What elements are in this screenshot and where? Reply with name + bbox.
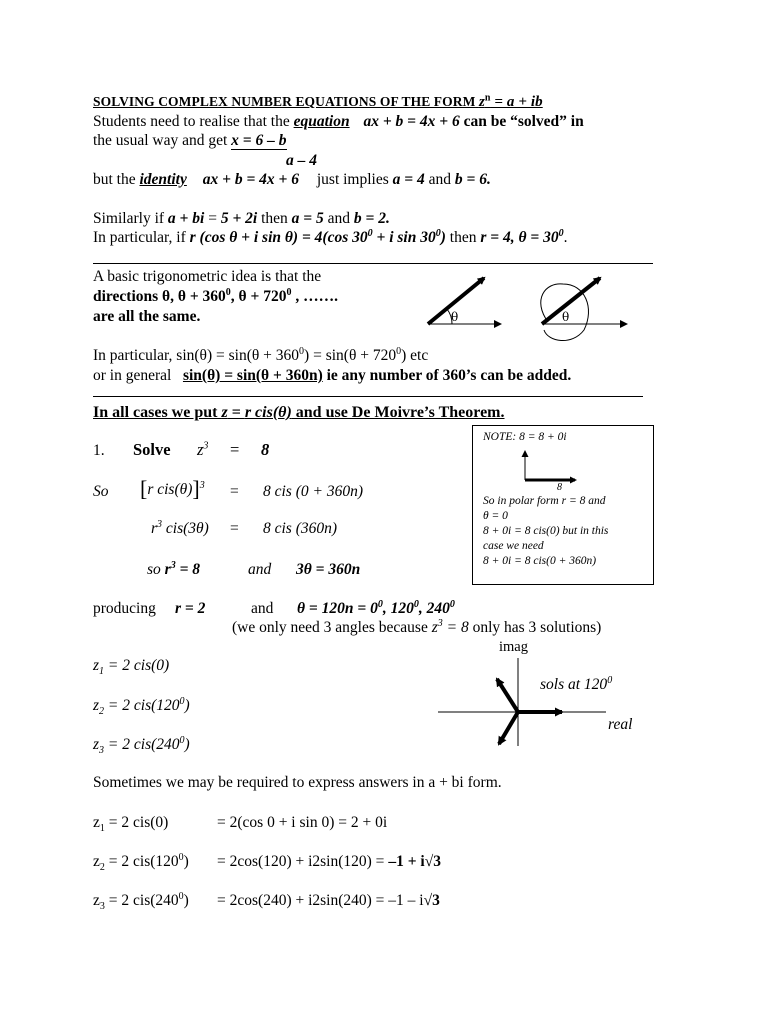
real-axis-label: real: [608, 716, 633, 733]
fraction-denominator: a – 4: [286, 152, 317, 169]
divider-1: [93, 263, 653, 264]
heading-text-2: and use De Moivre’s Theorem.: [291, 404, 505, 421]
etc-text: ) etc: [401, 347, 429, 364]
period: .: [563, 229, 568, 246]
solution-z1: [93, 657, 170, 678]
heading-rcis: r cis(θ): [244, 404, 292, 421]
deg-sup-2: 0: [435, 227, 441, 239]
note-line-4: 8 + 0i = 8 cis(0) but in this: [483, 525, 609, 537]
heading-eq: =: [227, 404, 245, 421]
note-line-6: 8 + 0i = 8 cis(0 + 360n): [483, 555, 597, 567]
identity-word: identity: [139, 171, 187, 188]
a-equals-4: a = 4: [392, 171, 425, 188]
deg-sup-5: 0: [286, 286, 292, 298]
z2-close: ): [184, 697, 190, 714]
z2-value: = 2 cis(120: [104, 697, 180, 714]
note-line-3: θ = 0: [483, 510, 508, 522]
abi-z2-deg: 0: [178, 851, 184, 863]
deg-c: 0: [449, 598, 455, 610]
b-equals-6: b = 6.: [454, 171, 491, 188]
abi-z2-expand: = 2cos(120) + i2sin(120) =: [217, 853, 389, 870]
abi-row-1-right: = 2(cos 0 + i sin 0) = 2 + 0i: [217, 814, 388, 831]
cis3-text: cis(3θ): [162, 520, 209, 537]
intro-line-1: [93, 113, 584, 131]
trig-line-2: [93, 288, 338, 306]
solve-label: Solve: [133, 440, 171, 459]
note-line-1: NOTE: 8 = 8 + 0i: [483, 431, 567, 443]
abi-row-2-left: [93, 851, 189, 874]
trig-line-5: [93, 367, 571, 385]
abi-z2-polar: = 2 cis(120: [104, 853, 179, 870]
so-r3-eq-8: [147, 561, 200, 579]
bracket-expr: [r cis(θ)]$^3$: [140, 476, 205, 501]
abi-row-3-left: [93, 890, 189, 913]
directions-text-2: , θ + 720: [230, 288, 287, 305]
five-plus-2i: 5 + 2i: [220, 210, 258, 227]
z2-deg: 0: [179, 695, 185, 707]
and-label: and: [248, 561, 272, 578]
z2-var: z: [93, 697, 100, 714]
z3-close: ): [184, 736, 190, 753]
page-title: [93, 94, 543, 111]
z-var: z: [197, 440, 204, 459]
intro-text-2: the usual way and get: [93, 132, 232, 149]
solve-rhs: 8: [261, 440, 270, 459]
z1-sub: 1: [99, 666, 105, 678]
directions-text: directions θ, θ + 360: [93, 288, 226, 305]
deg-sup: 0: [367, 227, 373, 239]
intro-text: Students need to realise that the: [93, 113, 294, 130]
sols-deg: 0: [607, 674, 613, 686]
title-rest: = a + ib: [490, 94, 543, 110]
equation-expr: ax + b = 4x + 6: [363, 113, 460, 130]
theta-vals-2: , 120: [382, 600, 414, 617]
r3-cis3theta: [151, 520, 209, 538]
deg-b: 0: [413, 598, 419, 610]
title-z: z: [478, 94, 485, 110]
rhs-1: 8 cis (0 + 360n): [263, 483, 364, 500]
abi-intro: Sometimes we may be required to express answers in a + bi form.: [93, 774, 502, 791]
ellipsis: , …….: [291, 288, 338, 305]
angle-diagrams: [420, 272, 640, 352]
r3-r: r: [160, 561, 171, 578]
intro-line-4: [93, 171, 491, 189]
sin-general: sin(θ) = sin(θ + 360n): [182, 367, 323, 384]
abi-z1-polar: = 2 cis(0): [104, 814, 169, 831]
note-line-2: So in polar form r = 8 and: [483, 495, 606, 507]
producing-label: producing: [93, 600, 156, 617]
r3-exp: 3: [170, 559, 176, 571]
argand-diagram: [438, 658, 638, 758]
deg-sup-4: 0: [225, 286, 231, 298]
abi-z3: z: [93, 892, 100, 909]
solution-z3: [93, 734, 190, 757]
identity-expr: ax + b = 4x + 6: [202, 171, 299, 188]
deg-sup-3: 0: [558, 227, 564, 239]
solve-z: [197, 440, 208, 460]
z3-value: = 2 cis(240: [104, 736, 180, 753]
title-n: n: [484, 92, 491, 104]
in-particular-text: In particular, if: [93, 229, 190, 246]
example-number: 1.: [93, 442, 105, 459]
solved-text: can be “solved” in: [459, 113, 584, 130]
sols-at-120-label: [540, 676, 612, 694]
intro-line-2: [93, 132, 287, 150]
divider-2: [93, 396, 643, 397]
close-paren: ): [440, 229, 446, 246]
three-theta-eq: 3θ = 360n: [296, 561, 361, 578]
theta-vals-1: = 120n = 0: [305, 600, 378, 617]
then-text: then: [257, 210, 292, 227]
abi-z2-close: ): [183, 853, 189, 870]
three-angles-note: [232, 619, 601, 637]
equals: =: [204, 210, 221, 227]
abi-z3-close: ): [183, 892, 189, 909]
abi-row-1-left: [93, 814, 169, 835]
deg-sup-6: 0: [299, 345, 305, 357]
general-text: or in general: [93, 367, 183, 384]
abi-z3-sqrt: √3: [423, 892, 440, 909]
r-equals-2: r = 2: [175, 600, 206, 617]
z1-var: z: [93, 657, 100, 674]
abi-z3-sub: 3: [99, 901, 105, 913]
solution-vector-3: [499, 712, 518, 744]
fraction-numerator: x = 6 – b: [231, 132, 287, 149]
abi-z2: z: [93, 853, 100, 870]
trig-line-3: are all the same.: [93, 308, 201, 325]
note-box: [472, 425, 654, 585]
and-text: and: [424, 171, 455, 188]
paren-z: z: [431, 619, 438, 636]
abi-z3-deg: 0: [178, 890, 184, 902]
polar-expr-2: + i sin 30: [372, 229, 436, 246]
sin-text-2: ) = sin(θ + 720: [304, 347, 397, 364]
paren-text: (we only need 3 angles because: [232, 619, 432, 636]
bracket-exp: 3: [199, 479, 205, 491]
theta-label-1: θ: [451, 310, 459, 324]
abi-z3-polar: = 2 cis(240: [104, 892, 179, 909]
heading-text: In all cases we put: [93, 404, 222, 421]
abi-z2-sub: 2: [99, 862, 105, 874]
solution-vector-2: [497, 679, 518, 712]
theta-vals-3: , 240: [418, 600, 450, 617]
similarly-line-2: [93, 229, 567, 247]
abi-z3-expand: = 2cos(240) + i2sin(240) = –1 – i: [217, 892, 424, 909]
title-text: SOLVING COMPLEX NUMBER EQUATIONS OF THE FORM: [93, 94, 476, 109]
any-number-text: ie any number of 360’s can be added.: [322, 367, 572, 384]
note-line-5: case we need: [483, 540, 544, 552]
polar-expr: r (cos θ + i sin θ) = 4(cos 30: [189, 229, 368, 246]
paren-text-2: only has 3 solutions): [468, 619, 602, 636]
theta-label-2: θ: [562, 310, 570, 324]
heading-z: z: [221, 404, 228, 421]
so-text: so: [147, 561, 161, 578]
deg-a: 0: [377, 598, 383, 610]
bracket-inner: r cis(θ): [147, 481, 193, 498]
similarly-text: Similarly if: [93, 210, 168, 227]
similarly-line-1: [93, 210, 390, 228]
section-heading: [93, 403, 505, 422]
abi-row-2-right: [217, 853, 441, 871]
r-theta-result: r = 4, θ = 30: [480, 229, 559, 246]
z3-deg: 0: [179, 734, 185, 746]
z-exp: 3: [203, 440, 209, 452]
deg-sup-7: 0: [396, 345, 402, 357]
angle-diagram-2: [541, 278, 626, 341]
r-exp: 3: [157, 518, 163, 530]
z3-sub: 3: [99, 745, 105, 757]
and-label-2: and: [251, 600, 274, 617]
so-label: So: [93, 483, 109, 500]
solution-z2: [93, 695, 190, 718]
note-axis-8: 8: [557, 482, 562, 493]
b-equals-2: b = 2.: [353, 210, 390, 227]
eq-2: =: [230, 483, 239, 500]
and-text-2: and: [323, 210, 354, 227]
a-equals-5: a = 5: [291, 210, 324, 227]
angle-diagram-1: [428, 278, 500, 324]
rhs-2: 8 cis (360n): [263, 520, 338, 537]
abi-z1: z: [93, 814, 100, 831]
z3-var: z: [93, 736, 100, 753]
but-text: but the: [93, 171, 140, 188]
trig-line-1: A basic trigonometric idea is that the: [93, 268, 322, 285]
r3-eq-8: = 8: [175, 561, 201, 578]
z2-sub: 2: [99, 706, 105, 718]
paren-exp: 3: [437, 617, 443, 629]
z1-value: = 2 cis(0): [104, 657, 170, 674]
then-text-2: then: [445, 229, 481, 246]
theta-values: [297, 600, 455, 618]
abi-z2-result: –1 + i√3: [388, 853, 441, 870]
theta-var: θ: [297, 600, 306, 617]
implies-text: just implies: [316, 171, 393, 188]
eq-3: =: [230, 520, 239, 537]
r-var: r: [151, 520, 158, 537]
sin-text: In particular, sin(θ) = sin(θ + 360: [93, 347, 300, 364]
imag-axis-label: imag: [499, 639, 528, 655]
paren-eq: = 8: [442, 619, 469, 636]
solve-eq: =: [230, 440, 240, 459]
equation-word: equation: [293, 113, 350, 130]
a-plus-bi: a + bi: [167, 210, 205, 227]
abi-row-3-right: [217, 892, 440, 910]
sols-text: sols at 120: [540, 676, 608, 693]
abi-z1-sub: 1: [99, 823, 105, 835]
trig-line-4: [93, 347, 428, 365]
